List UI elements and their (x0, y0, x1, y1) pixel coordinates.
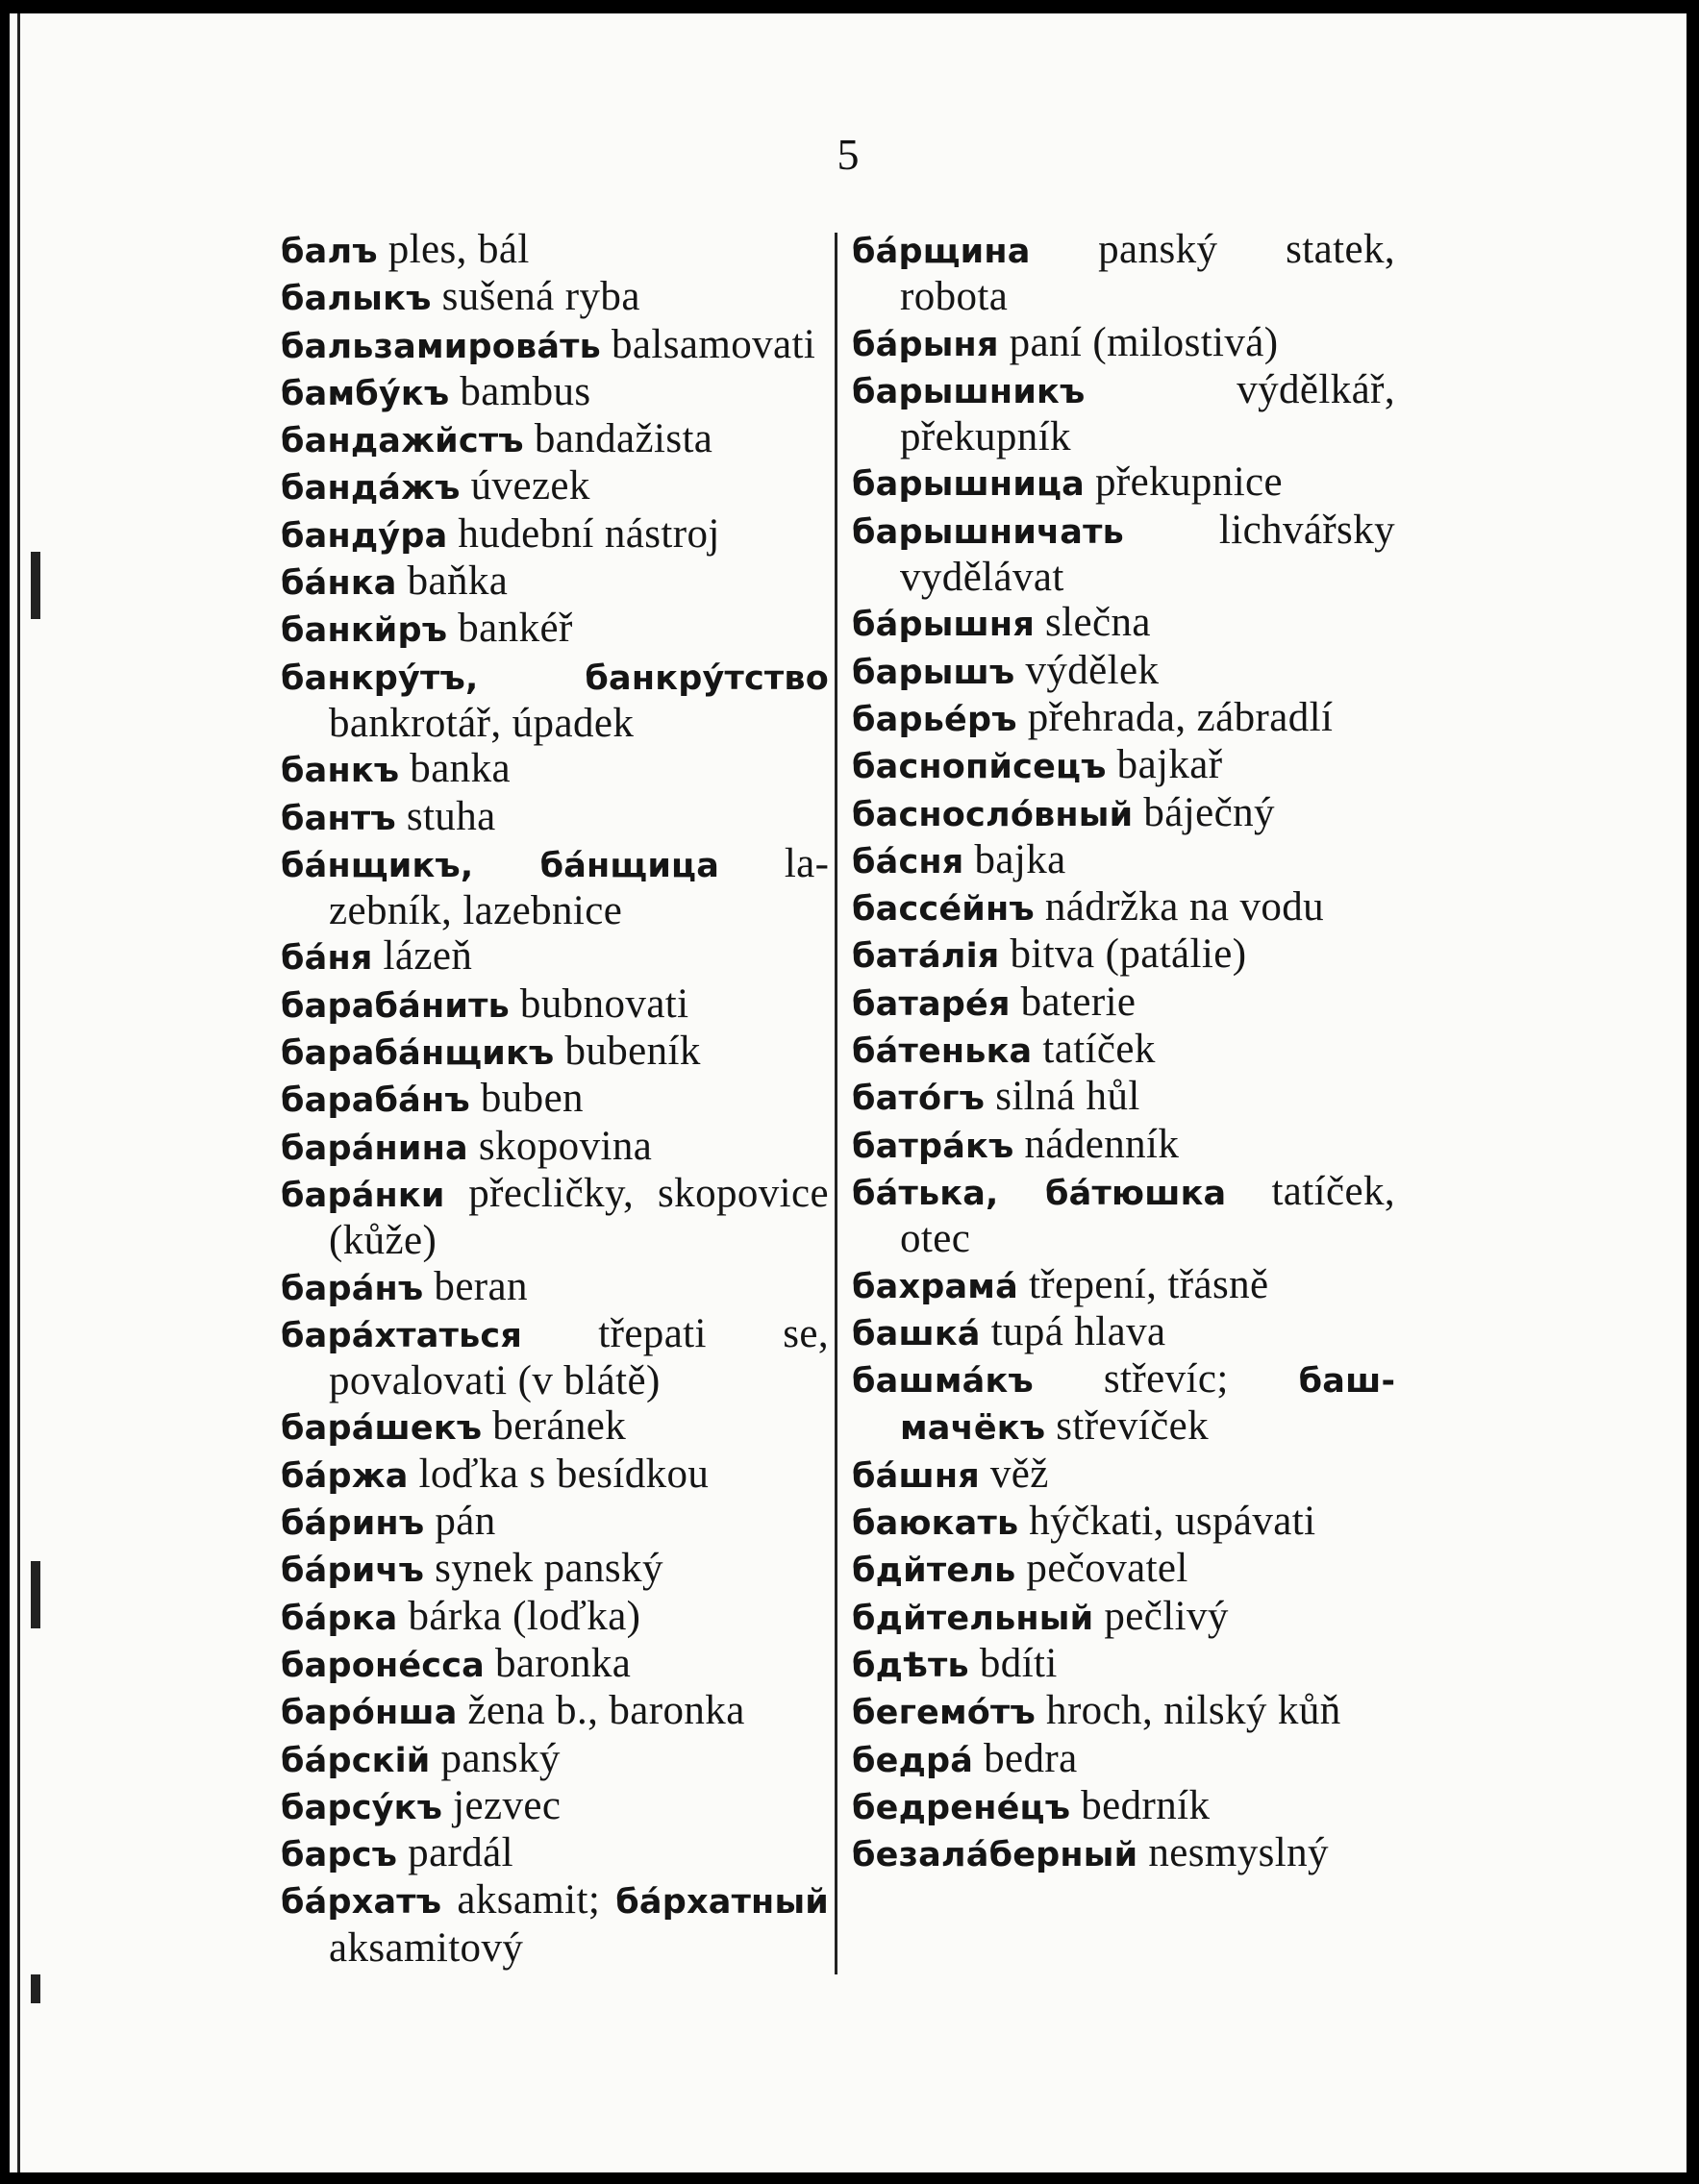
entry-headword: барьéръ (852, 700, 1017, 739)
entry-translation: aksamit; (457, 1877, 601, 1923)
entry-headword: банкъ (281, 752, 400, 791)
dictionary-entry (852, 1122, 1395, 1169)
entry-headword: батóгъ (852, 1080, 986, 1119)
entry-translation: panský (440, 1735, 561, 1781)
entry-headword: бáрка (281, 1599, 398, 1638)
entry-translation: střevíc; (1103, 1356, 1229, 1402)
entry-translation: pardál (408, 1830, 514, 1876)
scan-mark (31, 552, 40, 619)
dictionary-entry (281, 1546, 829, 1593)
entry-translation: nesmyslný (1148, 1830, 1329, 1876)
dictionary-entry (281, 1311, 829, 1404)
entry-translation: pán (435, 1499, 496, 1545)
entry-headword: бáтька, бáтюшка (852, 1174, 1227, 1213)
dictionary-entry (281, 1124, 829, 1171)
entry-translation: lazebník, lazebnice (329, 840, 829, 934)
entry-headword: барсýкъ (281, 1788, 443, 1827)
dictionary-entry (852, 931, 1395, 979)
entry-headword: бáрхатный (615, 1883, 830, 1923)
entry-headword: бáня (281, 939, 373, 979)
entry-translation: stuha (406, 793, 496, 839)
column-divider (835, 233, 837, 1974)
entry-headword: бегемóтъ (852, 1694, 1037, 1733)
entry-translation: bubnovati (519, 980, 689, 1027)
entry-headword: бдйтель (852, 1551, 1016, 1591)
entry-translation: bubeník (564, 1029, 701, 1075)
dictionary-entry (852, 1169, 1395, 1262)
entry-headword: бантъ (281, 799, 396, 838)
dictionary-entry (281, 606, 829, 653)
dictionary-entry (281, 369, 829, 416)
entry-headword: барышъ (852, 653, 1015, 692)
entry-translation: silná hůl (995, 1074, 1140, 1120)
entry-translation: tatíček, otec (900, 1168, 1395, 1262)
entry-headword: банкрýтъ, банкрýтство (281, 658, 829, 698)
entry-headword: безалáберный (852, 1836, 1138, 1875)
entry-translation: bdíti (979, 1640, 1058, 1686)
entry-translation: výdělkář, překupník (900, 366, 1395, 460)
dictionary-entry (852, 459, 1395, 507)
entry-headword: барабáнить (281, 986, 510, 1026)
entry-headword: барáнъ (281, 1269, 424, 1308)
dictionary-entry (852, 1783, 1395, 1830)
entry-headword: барсъ (281, 1836, 398, 1875)
entry-headword: батарéя (852, 984, 1011, 1024)
entry-headword: бандýра (281, 516, 448, 556)
entry-translation: věž (989, 1451, 1049, 1497)
entry-translation: bajka (974, 836, 1066, 882)
entry-translation: baňka (407, 558, 509, 605)
entry-headword: бáсня (852, 842, 964, 881)
entry-translation: jezvec (453, 1782, 562, 1828)
entry-headword: бáричъ (281, 1551, 425, 1591)
entry-headword: бáрщина (852, 233, 1031, 271)
entry-headword: барышница (852, 465, 1085, 505)
dictionary-entry (852, 790, 1395, 837)
entry-headword: бáржа (281, 1456, 409, 1496)
entry-headword: бассéйнъ (852, 890, 1035, 930)
entry-headword: балъ (281, 233, 378, 271)
entry-translation: baronka (495, 1640, 632, 1686)
entry-headword: бáшня (852, 1456, 980, 1496)
dictionary-entry (852, 1309, 1395, 1356)
entry-translation: žena b., baronka (467, 1688, 745, 1734)
dictionary-entry (852, 1262, 1395, 1309)
entry-headword: бáрхатъ (281, 1883, 442, 1923)
entry-translation: přecličky, skopovice (kůže) (329, 1170, 829, 1264)
dictionary-entry (852, 367, 1395, 460)
entry-translation: bankéř (458, 606, 573, 652)
entry-headword: барышникъ (852, 372, 1086, 411)
entry-headword: бáтенька (852, 1032, 1033, 1072)
entry-translation: skopovina (478, 1123, 653, 1169)
entry-translation: střevíček (1056, 1403, 1210, 1450)
dictionary-entry (852, 695, 1395, 742)
dictionary-entry (281, 1264, 829, 1311)
dictionary-entry (852, 980, 1395, 1027)
dictionary-entry (852, 1688, 1395, 1735)
entry-translation: překupnice (1095, 459, 1284, 506)
entry-headword: бáнщикъ, бáнщица (281, 846, 720, 885)
dictionary-entry (852, 227, 1395, 320)
dictionary-entry (281, 227, 829, 274)
dictionary-entry (281, 511, 829, 558)
entry-translation: beránek (492, 1403, 627, 1450)
entry-translation: baterie (1020, 979, 1137, 1025)
entry-headword: бедрá (852, 1741, 974, 1780)
entry-headword: бáнка (281, 564, 397, 604)
entry-translation: balsamovati (612, 321, 816, 367)
entry-translation: přehrada, zábradlí (1027, 694, 1334, 740)
page-number: 5 (837, 130, 860, 179)
entry-translation: třepati se, povalovati (v blátě) (329, 1310, 829, 1404)
dictionary-entry (852, 742, 1395, 789)
entry-headword: баснопйсецъ (852, 748, 1107, 787)
entry-headword: бáрыня (852, 325, 999, 364)
left-column (281, 227, 829, 1971)
entry-translation: loďka s besídkou (418, 1451, 710, 1497)
dictionary-entry (852, 1027, 1395, 1074)
dictionary-entry (852, 600, 1395, 647)
entry-translation: nádržka na vodu (1044, 884, 1325, 931)
entry-translation: hroch, nilský kůň (1046, 1688, 1341, 1734)
entry-translation: bitva (patálie) (1010, 931, 1247, 978)
entry-headword: барышничать (852, 512, 1124, 552)
dictionary-entry (281, 274, 829, 321)
scan-mark (31, 1974, 40, 2003)
dictionary-entry (852, 320, 1395, 367)
dictionary-entry (281, 416, 829, 463)
entry-headword: бдѣть (852, 1646, 969, 1685)
entry-headword: батрáкъ (852, 1127, 1014, 1166)
entry-translation: bedrník (1081, 1782, 1211, 1828)
entry-translation: beran (434, 1263, 528, 1309)
entry-headword: барáхтаться (281, 1316, 523, 1355)
dictionary-entry (281, 1499, 829, 1546)
dictionary-entry (281, 933, 829, 980)
entry-headword: бáринъ (281, 1504, 425, 1544)
entry-headword: бандáжъ (281, 469, 461, 509)
dictionary-entry (852, 508, 1395, 601)
entry-translation: nádenník (1024, 1121, 1180, 1167)
dictionary-entry (281, 654, 829, 747)
entry-translation: hýčkati, uspávati (1029, 1499, 1316, 1545)
entry-translation: bárka (loďka) (408, 1593, 641, 1639)
dictionary-entry (281, 841, 829, 934)
dictionary-entry (281, 1403, 829, 1451)
entry-translation: úvezek (470, 463, 590, 509)
dictionary-entry (852, 1736, 1395, 1783)
dictionary-entry (281, 1029, 829, 1076)
entry-translation: báječný (1143, 789, 1275, 835)
entry-translation: ples, bál (387, 227, 530, 272)
dictionary-entry (281, 1877, 829, 1971)
entry-translation: bambus (460, 368, 591, 414)
entry-translation: třepení, třásně (1028, 1261, 1269, 1307)
entry-translation: buben (480, 1076, 584, 1122)
entry-translation: bajkař (1116, 742, 1223, 788)
entry-translation: sušená ryba (441, 274, 640, 320)
entry-translation: paní (milostivá) (1009, 319, 1279, 365)
entry-headword: башмáкъ (852, 1362, 1034, 1402)
dictionary-entry (281, 1783, 829, 1830)
entry-headword: банкйръ (281, 611, 448, 651)
dictionary-entry (852, 1074, 1395, 1121)
dictionary-entry (852, 1641, 1395, 1688)
entry-translation: lázeň (383, 933, 473, 980)
dictionary-entry (281, 463, 829, 510)
dictionary-entry (281, 981, 829, 1029)
dictionary-entry (852, 884, 1395, 931)
entry-translation: banka (410, 746, 511, 792)
dictionary-entry (281, 558, 829, 606)
entry-headword: бáрышня (852, 606, 1035, 645)
entry-headword: барáнки (281, 1176, 445, 1215)
dictionary-entry (852, 1594, 1395, 1641)
entry-headword: балыкъ (281, 280, 432, 319)
dictionary-entry (281, 1171, 829, 1264)
entry-headword: баюкать (852, 1504, 1019, 1544)
dictionary-entry (852, 1499, 1395, 1546)
dictionary-entry (852, 648, 1395, 695)
entry-translation: slečna (1045, 600, 1151, 646)
entry-headword: барабáнъ (281, 1081, 470, 1121)
entry-headword: башкá (852, 1314, 981, 1353)
entry-translation: pečovatel (1026, 1546, 1188, 1592)
entry-headword: барабáнщикъ (281, 1034, 555, 1074)
entry-headword: бальзамировáть (281, 327, 601, 366)
dictionary-entry (281, 1594, 829, 1641)
entry-translation: bandažista (534, 416, 713, 462)
dictionary-entry (281, 1736, 829, 1783)
dictionary-entry (281, 1688, 829, 1735)
dictionary-entry (281, 1830, 829, 1877)
dictionary-entry (281, 322, 829, 369)
dictionary-entry (852, 837, 1395, 884)
entry-translation: výdělek (1025, 647, 1160, 693)
entry-headword: бдйтельный (852, 1599, 1094, 1638)
entry-translation: bedra (984, 1735, 1078, 1781)
entry-headword: басноcлóвный (852, 795, 1134, 834)
dictionary-entry (852, 1830, 1395, 1877)
entry-translation: lichvářsky vydělávat (900, 507, 1395, 601)
dictionary-entry (281, 1076, 829, 1123)
entry-headword: барáнина (281, 1129, 468, 1168)
dictionary-entry (281, 746, 829, 793)
entry-headword: бáрскій (281, 1741, 431, 1780)
entry-translation: tupá hlava (990, 1308, 1166, 1354)
dictionary-entry (281, 794, 829, 841)
entry-translation: hudební nástroj (458, 510, 720, 557)
scan-edge (17, 13, 59, 2172)
entry-translation: panský statek, robota (900, 227, 1395, 320)
entry-headword: бамбýкъ (281, 374, 450, 413)
entry-translation: pečlivý (1104, 1593, 1229, 1639)
entry-headword: баронéсса (281, 1646, 485, 1685)
dictionary-entry (852, 1452, 1395, 1499)
entry-headword: башмачёкъ (900, 1362, 1396, 1449)
entry-headword: бахрамá (852, 1267, 1018, 1306)
dictionary-entry (852, 1546, 1395, 1593)
entry-headword: батáлія (852, 937, 1000, 977)
entry-headword: барáшекъ (281, 1409, 483, 1449)
dictionary-entry (281, 1641, 829, 1688)
dictionary-entry (852, 1356, 1395, 1452)
entry-translation: aksamitový (329, 1924, 524, 1971)
right-column (852, 227, 1395, 1877)
scan-mark (31, 1561, 40, 1628)
entry-headword: бандажйстъ (281, 422, 524, 461)
entry-translation: bankrotář, úpadek (329, 700, 635, 746)
entry-headword: барóнша (281, 1694, 458, 1733)
dictionary-entry (281, 1452, 829, 1499)
entry-headword: бедренéцъ (852, 1788, 1071, 1827)
entry-translation: synek panský (435, 1546, 663, 1592)
dictionary-page (10, 13, 1687, 2172)
entry-translation: tatíček (1042, 1027, 1156, 1073)
